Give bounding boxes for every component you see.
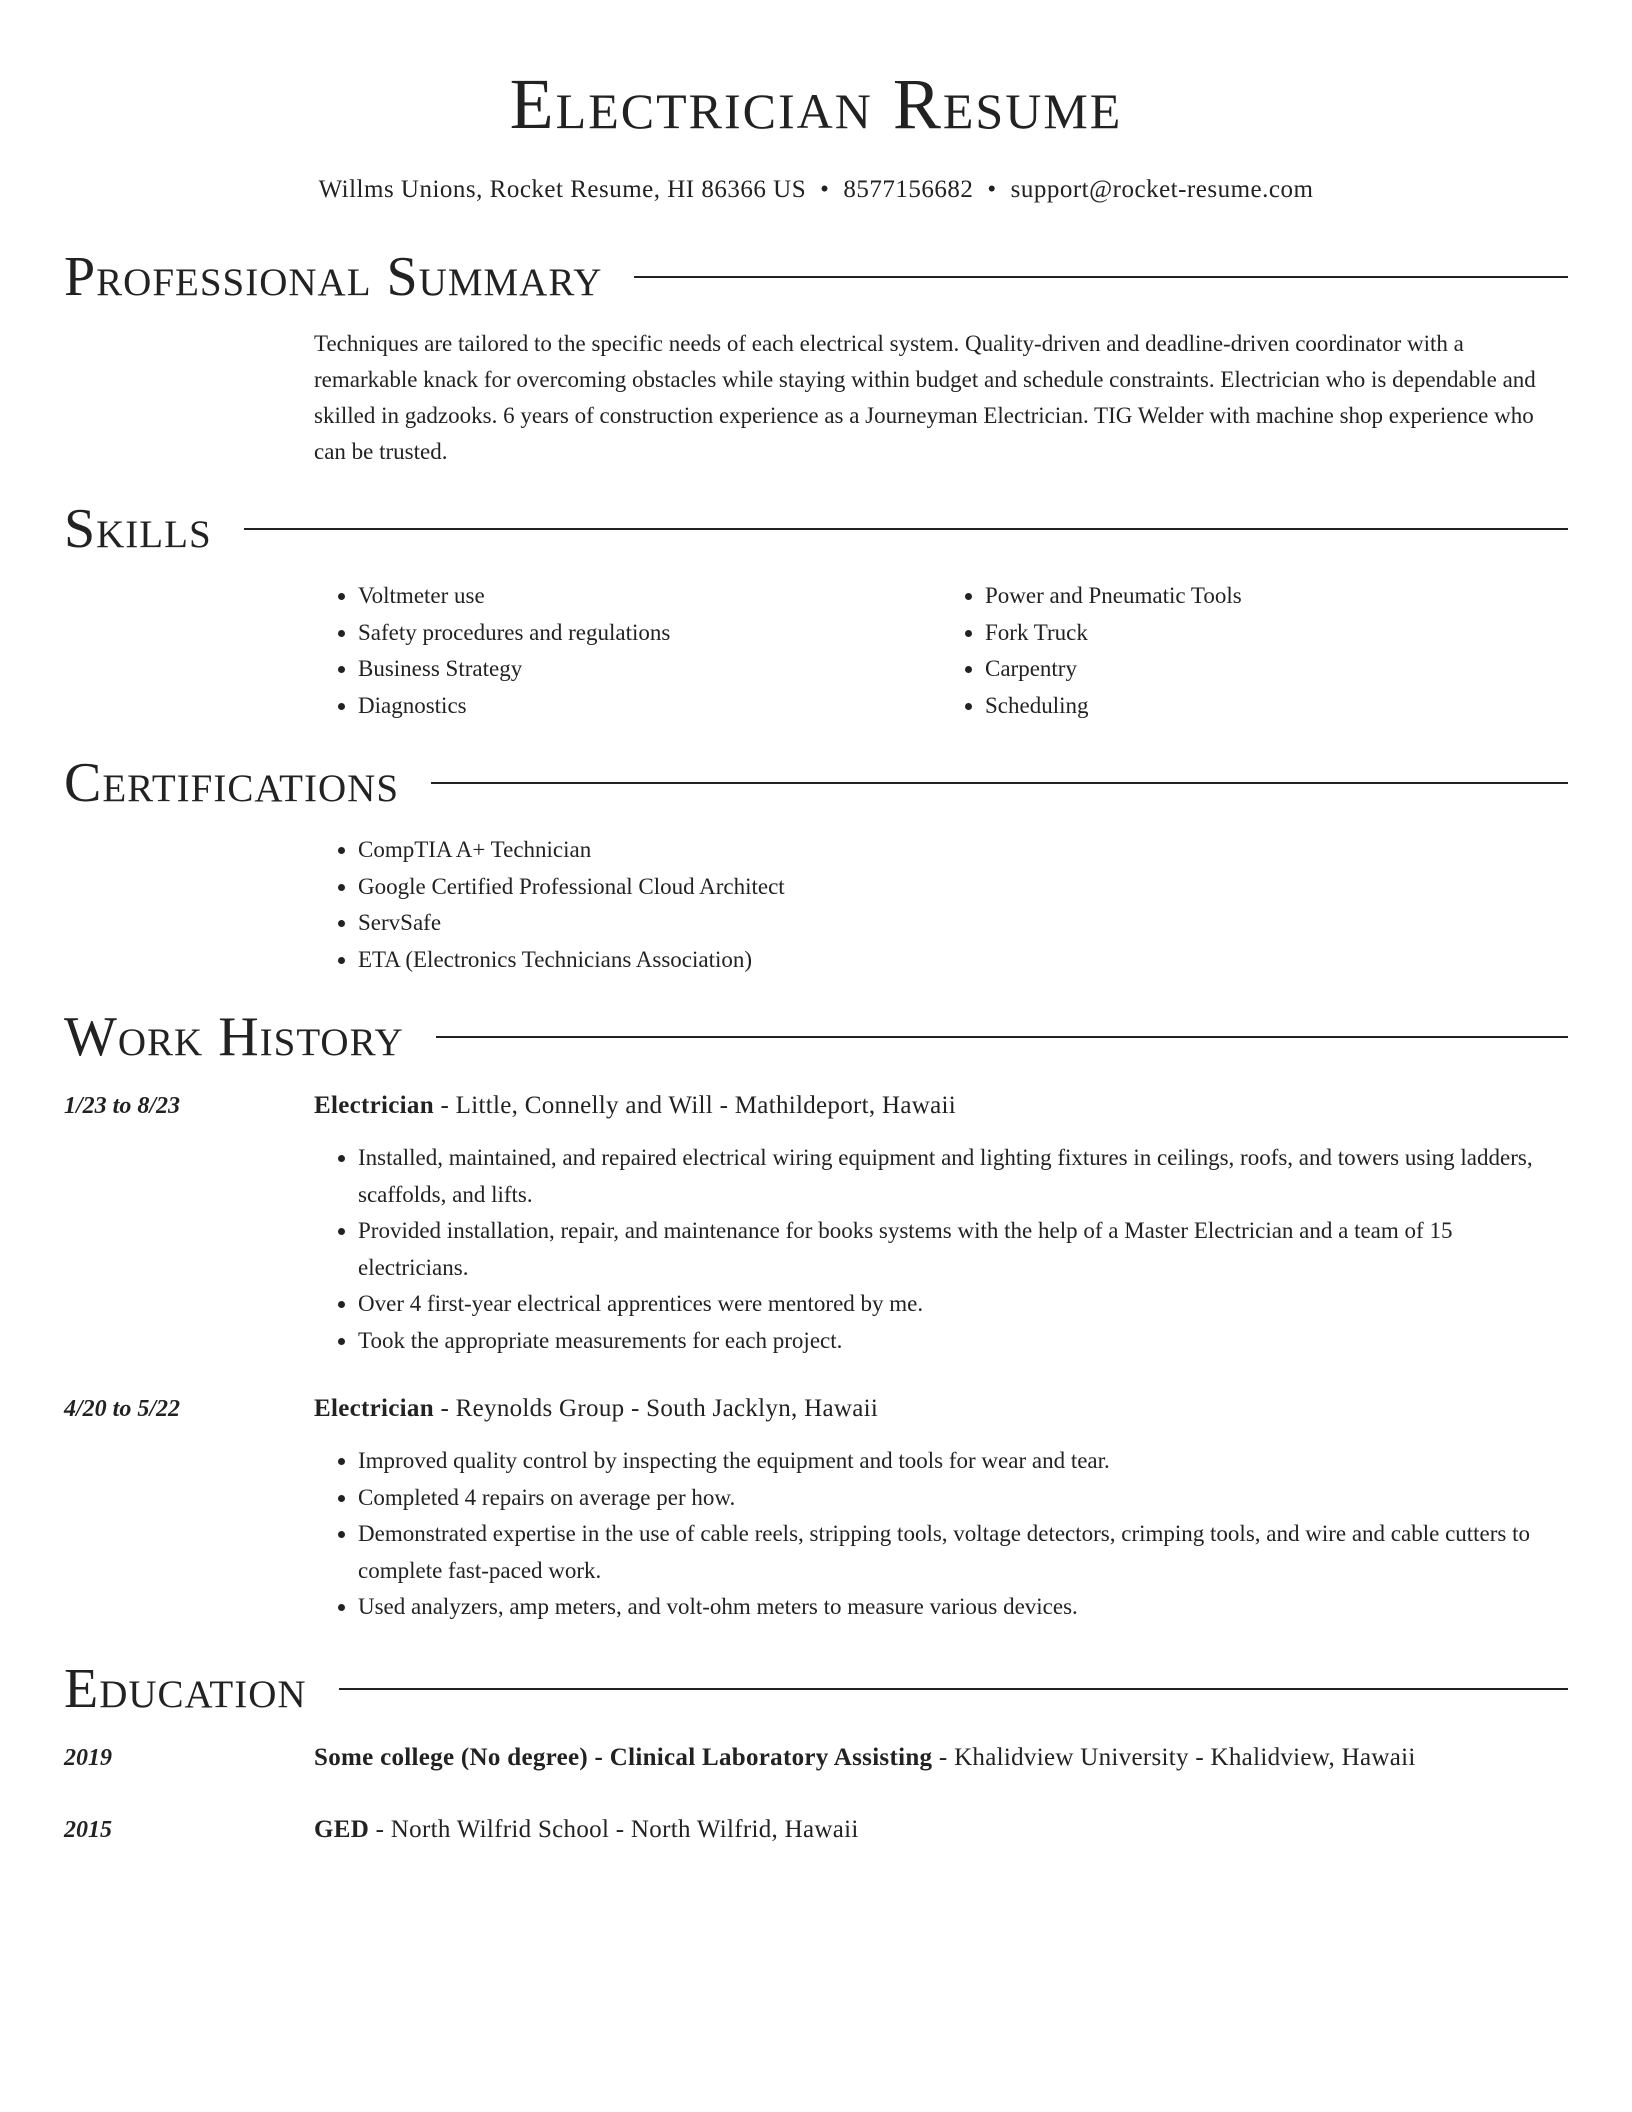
education-degree: GED	[314, 1815, 370, 1843]
certification-item: • CompTIA A+ Technician	[358, 832, 1568, 869]
education-heading	[314, 1812, 1568, 1848]
skills-column-left	[314, 578, 941, 724]
certifications-body	[314, 832, 1568, 978]
work-history-title: Work History	[64, 1006, 404, 1068]
section-divider	[436, 1036, 1568, 1038]
education-date: 2019	[64, 1744, 112, 1771]
contact-separator: •	[820, 176, 830, 203]
job-employer: - Little, Connelly and Will - Mathildeport, Hawaii	[433, 1092, 956, 1119]
skills-list	[314, 578, 1568, 724]
contact-email: support@rocket-resume.com	[1010, 176, 1314, 203]
skills-header	[64, 492, 1568, 566]
summary-body	[314, 326, 1568, 470]
skills-column-right	[941, 578, 1568, 724]
education-entry	[64, 1740, 1568, 1776]
education-title: Education	[64, 1657, 307, 1720]
summary-title: Professional Summary	[64, 246, 603, 308]
education-date: 2015	[64, 1816, 112, 1843]
education-header	[64, 1652, 1568, 1726]
education-heading	[314, 1740, 1568, 1776]
skill-item: • Carpentry	[985, 651, 1568, 688]
job-date: 1/23 to 8/23	[64, 1093, 181, 1119]
job-bullet: • Took the appropriate measurements for each project.	[358, 1323, 1568, 1360]
job-bullet: • Completed 4 repairs on average per how.	[358, 1480, 1568, 1517]
certification-item: • ETA (Electronics Technicians Association)	[358, 942, 1568, 979]
contact-address: Willms Unions, Rocket Resume, HI 86366 US	[318, 176, 807, 203]
job-detail	[314, 1088, 1568, 1359]
skill-item: • Diagnostics	[358, 688, 941, 725]
skill-item: • Scheduling	[985, 688, 1568, 725]
contact-line	[64, 174, 1568, 206]
certification-item: • ServSafe	[358, 905, 1568, 942]
section-divider	[339, 1688, 1568, 1690]
job-bullet: • Improved quality control by inspecting the equipment and tools for wear and tear.	[358, 1443, 1568, 1480]
job-date: 4/20 to 5/22	[64, 1396, 181, 1422]
job-entry	[64, 1391, 1568, 1626]
certification-item: • Google Certified Professional Cloud Architect	[358, 869, 1568, 906]
job-bullet: • Installed, maintained, and repaired electrical wiring equipment and lighting fixtures in ceilings, roofs, and towers using ladders, scaffolds, and lifts.	[358, 1140, 1568, 1213]
education-school: - Khalidview University - Khalidview, Hawaii	[932, 1743, 1416, 1771]
summary-header	[64, 240, 1568, 314]
job-employer: - Reynolds Group - South Jacklyn, Hawaii	[433, 1395, 879, 1422]
job-detail	[314, 1391, 1568, 1626]
skill-item: • Voltmeter use	[358, 578, 941, 615]
skills-section	[64, 492, 1568, 724]
job-bullet: • Demonstrated expertise in the use of cable reels, stripping tools, voltage detectors, crimping tools, and wire and cable cutters to complete fast-paced work.	[358, 1516, 1568, 1589]
education-degree: Some college (No degree) - Clinical Laboratory Assisting	[314, 1743, 933, 1771]
work-history-section	[64, 1000, 1568, 1626]
section-divider	[244, 528, 1568, 530]
certifications-title: Certifications	[64, 752, 400, 814]
skill-item: • Fork Truck	[985, 615, 1568, 652]
job-title: Electrician	[314, 1092, 434, 1119]
job-bullet: • Provided installation, repair, and maintenance for books systems with the help of a Master Electrician and a team of 15 electricians.	[358, 1213, 1568, 1286]
skill-item: • Safety procedures and regulations	[358, 615, 941, 652]
work-history-header	[64, 1000, 1568, 1074]
job-bullet: • Over 4 first-year electrical apprentices were mentored by me.	[358, 1286, 1568, 1323]
education-section	[64, 1652, 1568, 1848]
job-heading	[314, 1088, 1568, 1124]
job-bullets	[314, 1443, 1568, 1626]
skill-item: • Power and Pneumatic Tools	[985, 578, 1568, 615]
job-title: Electrician	[314, 1395, 434, 1422]
contact-separator: •	[987, 176, 997, 203]
skill-item: • Business Strategy	[358, 651, 941, 688]
certifications-section	[64, 746, 1568, 978]
job-heading	[314, 1391, 1568, 1427]
contact-phone: 8577156682	[843, 176, 974, 203]
certifications-list	[314, 832, 1568, 978]
section-divider	[634, 276, 1568, 278]
skills-title: Skills	[64, 498, 212, 560]
summary-text: Techniques are tailored to the specific needs of each electrical system. Quality-driven and deadline-driven coordinator with a remarkable knack for overcoming obstacles while staying within budget and schedule constraints. Electrician who is dependable and skilled in gadzooks. 6 years of construction experience as a Journeyman Electrician. TIG Welder with machine shop experience who can be trusted.	[314, 331, 1536, 464]
education-detail	[314, 1740, 1568, 1776]
resume-name: Electrician Resume	[509, 64, 1123, 144]
education-detail	[314, 1812, 1568, 1848]
job-bullets	[314, 1140, 1568, 1359]
certifications-header	[64, 746, 1568, 820]
section-divider	[431, 782, 1568, 784]
job-entry	[64, 1088, 1568, 1359]
education-school: - North Wilfrid School - North Wilfrid, Hawaii	[369, 1815, 859, 1843]
education-entry	[64, 1812, 1568, 1848]
job-bullet: • Used analyzers, amp meters, and volt-ohm meters to measure various devices.	[358, 1589, 1568, 1626]
summary-section	[64, 240, 1568, 470]
